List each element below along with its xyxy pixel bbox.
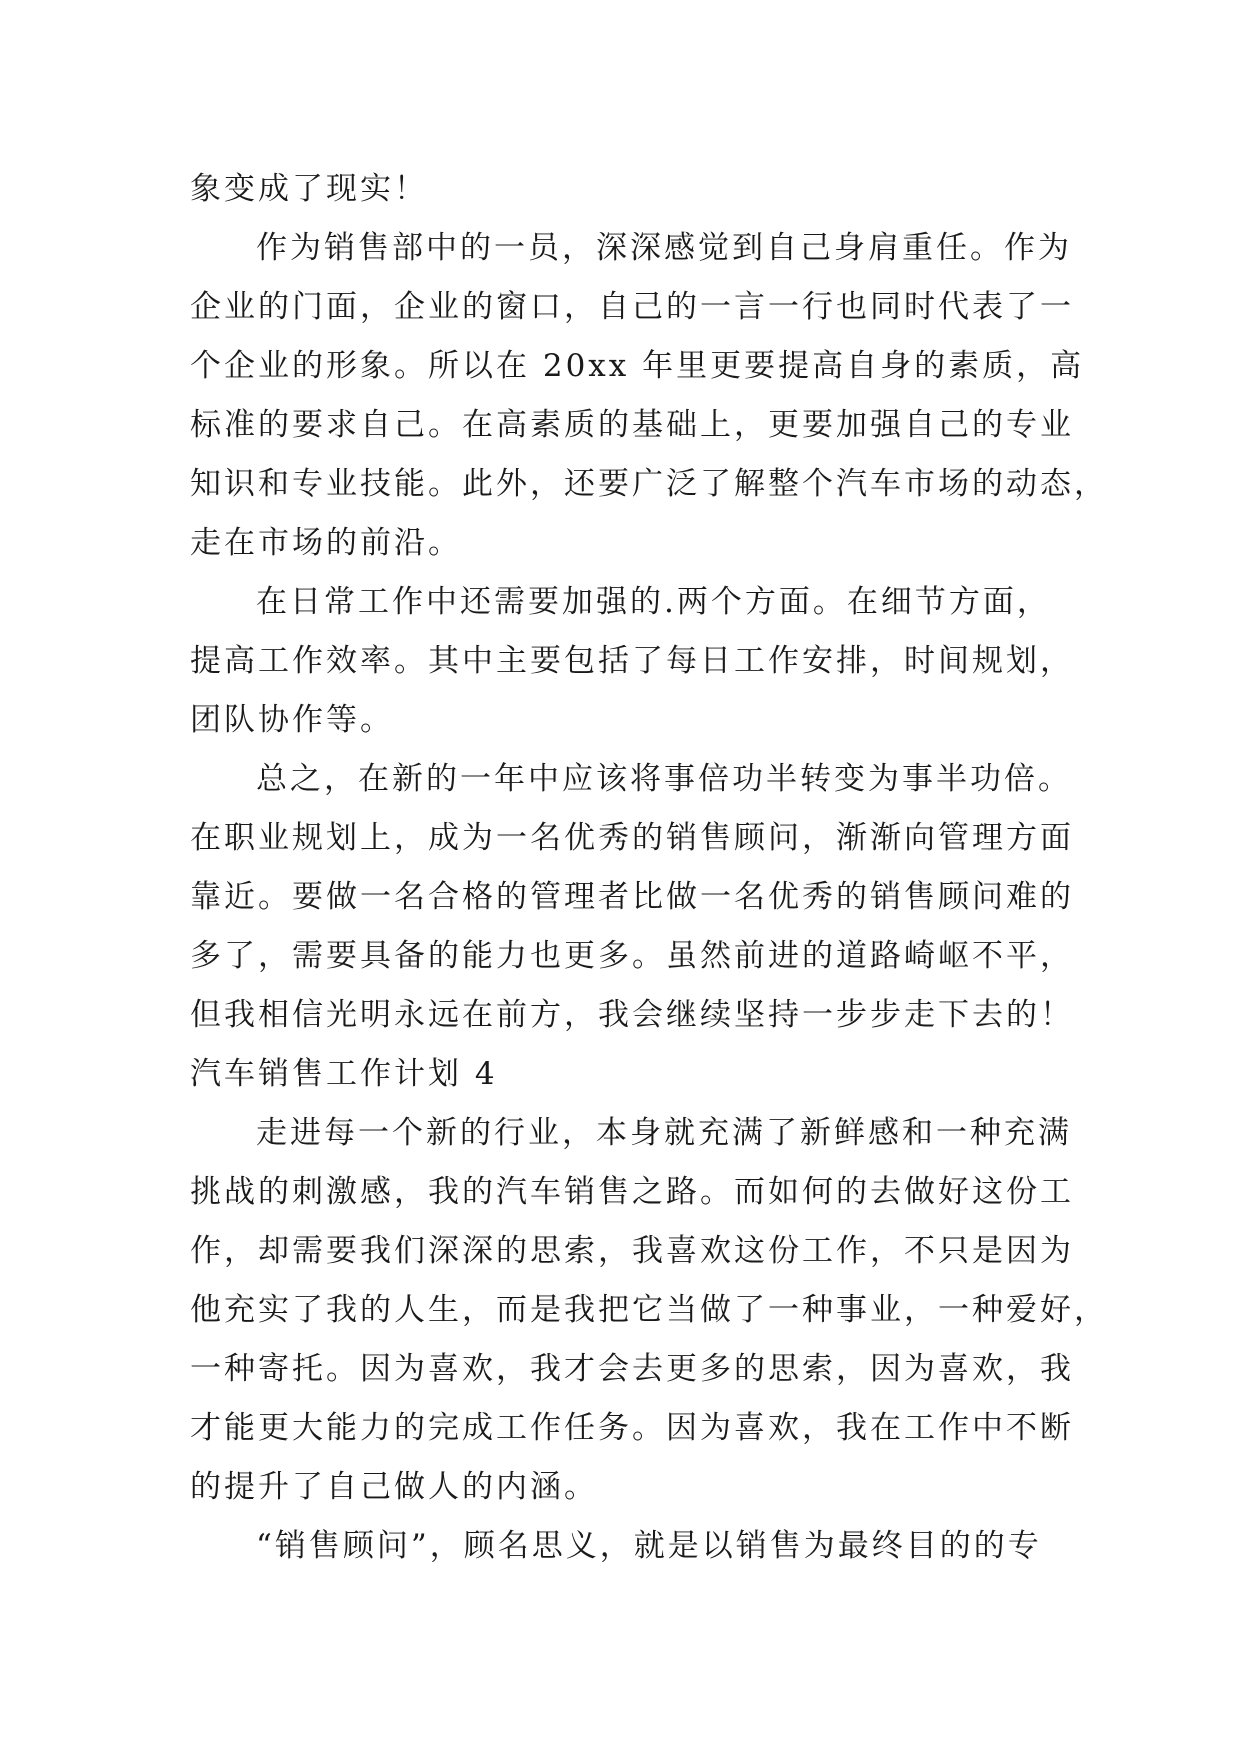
paragraph-start-line: 作为销售部中的一员，深深感觉到自己身肩重任。作为	[256, 230, 1072, 266]
paragraph-start-line: 走进每一个新的行业，本身就充满了新鲜感和一种充满	[256, 1115, 1072, 1151]
text-line: 在职业规划上，成为一名优秀的销售顾问，渐渐向管理方面	[190, 820, 1074, 856]
paragraph-start-line: 在日常工作中还需要加强的.两个方面。在细节方面，	[256, 584, 1051, 620]
paragraph-start-line: 总之，在新的一年中应该将事倍功半转变为事半功倍。	[256, 761, 1072, 797]
text-line: 挑战的刺激感，我的汽车销售之路。而如何的去做好这份工	[190, 1174, 1074, 1210]
text-line: 走在市场的前沿。	[190, 525, 462, 561]
text-line: 他充实了我的人生，而是我把它当做了一种事业，一种爱好，	[190, 1292, 1108, 1328]
text-line: 的提升了自己做人的内涵。	[190, 1469, 598, 1505]
section-heading: 汽车销售工作计划 4	[190, 1056, 498, 1092]
text-line: 知识和专业技能。此外，还要广泛了解整个汽车市场的动态，	[190, 466, 1108, 502]
text-line: 但我相信光明永远在前方，我会继续坚持一步步走下去的！	[190, 997, 1074, 1033]
text-line: 才能更大能力的完成工作任务。因为喜欢，我在工作中不断	[190, 1410, 1074, 1446]
text-line: 象变成了现实！	[190, 171, 428, 207]
text-line: 靠近。要做一名合格的管理者比做一名优秀的销售顾问难的	[190, 879, 1074, 915]
text-line: 团队协作等。	[190, 702, 394, 738]
text-line: 提高工作效率。其中主要包括了每日工作安排，时间规划，	[190, 643, 1074, 679]
text-line: 个企业的形象。所以在 20xx 年里更要提高自身的素质，高	[190, 348, 1085, 384]
text-line: 标准的要求自己。在高素质的基础上，更要加强自己的专业	[190, 407, 1074, 443]
text-line: 一种寄托。因为喜欢，我才会去更多的思索，因为喜欢，我	[190, 1351, 1074, 1387]
text-line: 企业的门面，企业的窗口，自己的一言一行也同时代表了一	[190, 289, 1074, 325]
paragraph-start-line: “销售顾问”，顾名思义，就是以销售为最终目的的专	[256, 1528, 1042, 1564]
document-body	[190, 160, 1108, 1576]
text-line: 多了，需要具备的能力也更多。虽然前进的道路崎岖不平，	[190, 938, 1074, 974]
text-line: 作，却需要我们深深的思索，我喜欢这份工作，不只是因为	[190, 1233, 1074, 1269]
